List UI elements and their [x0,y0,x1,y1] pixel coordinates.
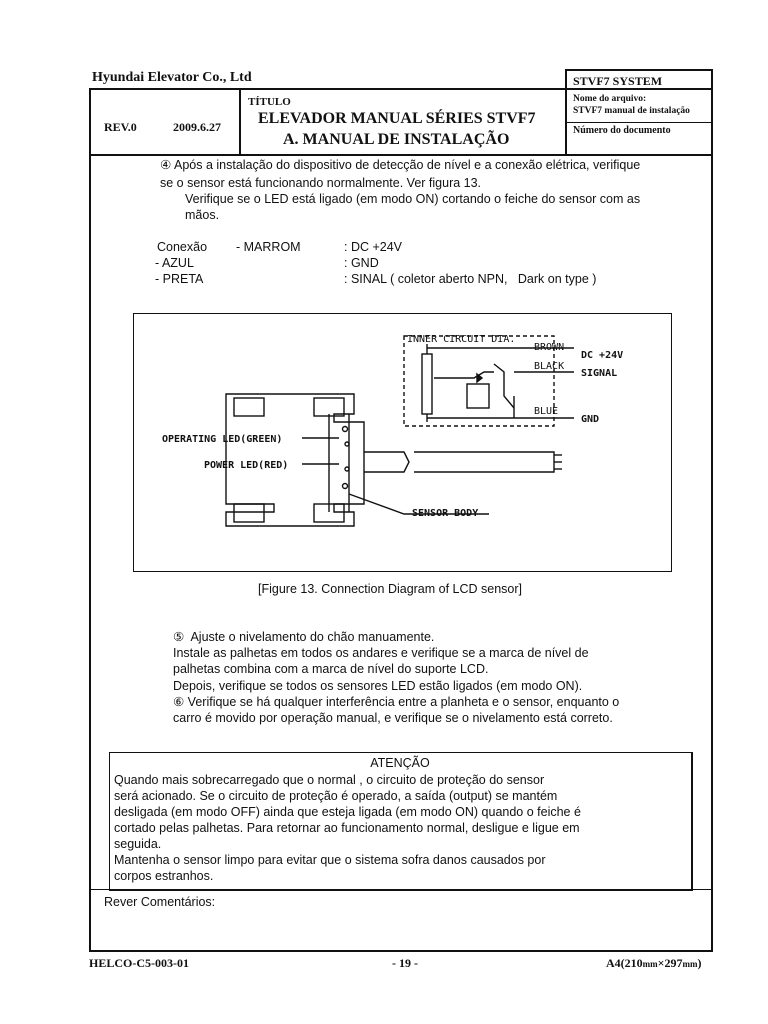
sensor-bottom-arm [234,504,264,522]
header-divider [565,122,713,123]
section5-line2: Instale as palhetas em todos os andares e verifique se a marca de nível de [173,646,589,660]
section5-line1: ⑤ Ajuste o nivelamento do chão manuamente. [173,630,435,644]
section4-line2: se o sensor está funcionando normalmente. Ver figura 13. [160,176,482,190]
black-wire-label: BLACK [534,361,565,372]
sensor-top-arm [234,398,264,416]
document-code: HELCO-C5-003-01 [89,956,189,970]
review-divider [89,889,713,890]
section4-line3: Verifique se o LED está ligado (em modo ON) cortando o feiche do sensor com as [185,192,641,206]
section6-line2: carro é movido por operação manual, e verifique se o nivelamento está correto. [173,711,613,725]
paper-size-close: ) [697,956,702,970]
warning-line: cortado pelas palhetas. Para retornar ao funcionamento normal, desligue e ligue em [114,821,580,835]
operating-led-dot [343,427,348,432]
dc24-label: DC +24V [581,350,624,361]
connection-brown-name: - MARROM [236,240,301,254]
warning-line: Quando mais sobrecarregado que o normal , o circuito de proteção do sensor [114,773,545,787]
warning-line: será acionado. Se o circuito de proteção é operado, a saída (output) se mantém [114,789,558,803]
warning-title: ATENÇÃO [370,756,430,770]
header-divider [239,88,241,156]
company-name: Hyundai Elevator Co., Ltd [92,70,252,85]
section5-line4: Depois, verifique se todos os sensores LED estão ligados (em modo ON). [173,679,583,693]
revision: REV.0 [104,120,137,134]
paper-size-height: ×297 [657,956,683,970]
connection-brown-value: : DC +24V [344,240,403,254]
figure-caption: [Figure 13. Connection Diagram of LCD sensor] [258,582,523,596]
connection-diagram [133,313,672,572]
file-name [573,93,690,117]
file-name-value: STVF7 manual de instalação [573,106,690,116]
document-subtitle: A. MANUAL DE INSTALAÇÃO [283,131,510,148]
revision-date: 2009.6.27 [173,120,221,134]
operating-led-label: OPERATING LED(GREEN) [162,434,283,445]
paper-size-unit: mm [642,959,658,969]
document-number-label: Número do documento [573,125,671,136]
paper-size-a4: A4(210 [606,956,643,970]
warning-line: corpos estranhos. [114,869,214,883]
page-number: - 19 - [392,956,418,970]
signal-label: SIGNAL [581,368,618,379]
review-comments-label: Rever Comentários: [104,895,216,909]
system-label: STVF7 SYSTEM [565,69,713,90]
section5-line3: palhetas combina com a marca de nível do suporte LCD. [173,662,489,676]
connection-blue-name: - AZUL [155,256,194,270]
title-label: TÍTULO [248,96,291,108]
connection-label: Conexão [157,240,208,254]
warning-line: seguida. [114,837,162,851]
inner-circuit-label: INNER CIRCUIT DIA. [407,334,516,345]
brown-wire-label: BROWN [534,342,565,353]
warning-line: Mantenha o sensor limpo para evitar que o sistema sofra danos causados por [114,853,546,867]
section6-line1: ⑥ Verifique se há qualquer interferência entre a planheta e o sensor, enquanto o [173,695,620,709]
section4-line1: ④ Após a instalação do dispositivo de detecção de nível e a conexão elétrica, verifique [160,158,641,172]
document-title: ELEVADOR MANUAL SÉRIES STVF7 [258,110,536,127]
gnd-label: GND [581,414,600,425]
connection-black-name: - PRETA [155,272,204,286]
sensor-body-label: SENSOR BODY [412,508,479,519]
paper-size-unit: mm [682,959,698,969]
power-led-dot [343,484,348,489]
cable [364,452,409,472]
connection-black-value: : SINAL ( coletor aberto NPN, Dark on type ) [344,272,597,286]
power-led-label: POWER LED(RED) [204,460,289,471]
sensor-diagram-drawing [134,314,671,571]
paper-size [606,956,702,971]
blue-wire-label: BLUE [534,406,559,417]
warning-line: desligada (em modo OFF) ainda que esteja ligada (em modo ON) quando o feiche é [114,805,581,819]
connection-blue-value: : GND [344,256,379,270]
file-name-label: Nome do arquivo: [573,94,647,104]
section4-line4: mãos. [185,208,220,222]
